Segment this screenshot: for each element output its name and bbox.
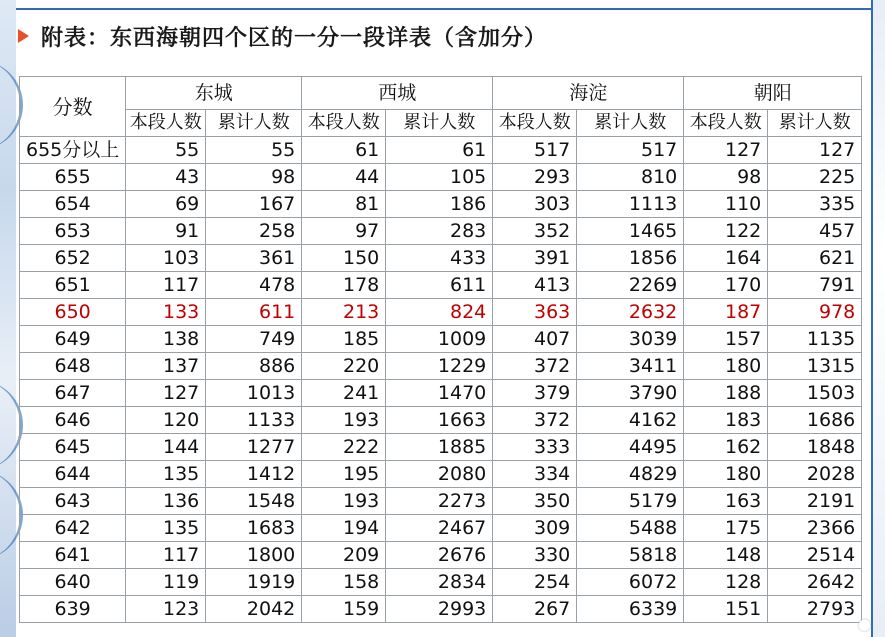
segment-count-cell: 144	[126, 434, 206, 461]
cumulative-count-cell: 1548	[206, 488, 302, 515]
score-cell: 655	[20, 164, 126, 191]
segment-count-cell: 180	[684, 461, 768, 488]
title-row	[18, 18, 547, 54]
segment-count-cell: 178	[302, 272, 386, 299]
cumulative-count-cell: 1470	[386, 380, 493, 407]
cumulative-count-cell: 2793	[768, 596, 862, 623]
segment-count-cell: 163	[684, 488, 768, 515]
segment-count-cell: 135	[126, 461, 206, 488]
score-cell: 646	[20, 407, 126, 434]
score-cell: 648	[20, 353, 126, 380]
cumulative-count-cell: 1315	[768, 353, 862, 380]
segment-count-cell: 170	[684, 272, 768, 299]
sub-header-cumulative: 累计人数	[386, 110, 493, 137]
segment-count-cell: 194	[302, 515, 386, 542]
cumulative-count-cell: 5488	[577, 515, 684, 542]
segment-count-cell: 303	[493, 191, 577, 218]
cumulative-count-cell: 886	[206, 353, 302, 380]
cumulative-count-cell: 4162	[577, 407, 684, 434]
district-header-dongcheng: 东城	[126, 77, 302, 110]
score-column-header: 分数	[20, 77, 126, 137]
segment-count-cell: 333	[493, 434, 577, 461]
table-row	[20, 326, 862, 353]
segment-count-cell: 127	[126, 380, 206, 407]
cumulative-count-cell: 1135	[768, 326, 862, 353]
cumulative-count-cell: 2834	[386, 569, 493, 596]
segment-count-cell: 407	[493, 326, 577, 353]
cumulative-count-cell: 2632	[577, 299, 684, 326]
segment-count-cell: 517	[493, 137, 577, 164]
score-cell: 641	[20, 542, 126, 569]
segment-count-cell: 193	[302, 488, 386, 515]
segment-count-cell: 222	[302, 434, 386, 461]
segment-count-cell: 162	[684, 434, 768, 461]
segment-count-cell: 44	[302, 164, 386, 191]
segment-count-cell: 220	[302, 353, 386, 380]
cumulative-count-cell: 611	[386, 272, 493, 299]
table-row	[20, 137, 862, 164]
segment-count-cell: 185	[302, 326, 386, 353]
sub-header-cumulative: 累计人数	[768, 110, 862, 137]
segment-count-cell: 391	[493, 245, 577, 272]
cumulative-count-cell: 1113	[577, 191, 684, 218]
segment-count-cell: 137	[126, 353, 206, 380]
cumulative-count-cell: 55	[206, 137, 302, 164]
page-title: 附表：东西海朝四个区的一分一段详表（含加分）	[41, 25, 548, 51]
cumulative-count-cell: 335	[768, 191, 862, 218]
segment-count-cell: 151	[684, 596, 768, 623]
segment-count-cell: 180	[684, 353, 768, 380]
district-header-haidian: 海淀	[493, 77, 684, 110]
table-row	[20, 245, 862, 272]
score-table	[19, 76, 862, 623]
table-row	[20, 461, 862, 488]
segment-count-cell: 55	[126, 137, 206, 164]
cumulative-count-cell: 2273	[386, 488, 493, 515]
segment-count-cell: 372	[493, 407, 577, 434]
cumulative-count-cell: 2028	[768, 461, 862, 488]
cumulative-count-cell: 1009	[386, 326, 493, 353]
cumulative-count-cell: 1013	[206, 380, 302, 407]
score-cell: 644	[20, 461, 126, 488]
score-table-wrap	[19, 76, 862, 623]
segment-count-cell: 350	[493, 488, 577, 515]
table-row	[20, 272, 862, 299]
arrow-bullet-icon	[18, 29, 29, 43]
segment-count-cell: 150	[302, 245, 386, 272]
watermark	[858, 613, 871, 635]
segment-count-cell: 120	[126, 407, 206, 434]
cumulative-count-cell: 3790	[577, 380, 684, 407]
segment-count-cell: 158	[302, 569, 386, 596]
district-header-xicheng: 西城	[302, 77, 493, 110]
score-cell: 647	[20, 380, 126, 407]
score-cell: 651	[20, 272, 126, 299]
sub-header-row	[20, 110, 862, 137]
cumulative-count-cell: 98	[206, 164, 302, 191]
cumulative-count-cell: 1465	[577, 218, 684, 245]
cumulative-count-cell: 4495	[577, 434, 684, 461]
cumulative-count-cell: 1663	[386, 407, 493, 434]
segment-count-cell: 81	[302, 191, 386, 218]
score-cell: 650	[20, 299, 126, 326]
segment-count-cell: 334	[493, 461, 577, 488]
cumulative-count-cell: 225	[768, 164, 862, 191]
district-header-row	[20, 77, 862, 110]
score-cell: 643	[20, 488, 126, 515]
segment-count-cell: 195	[302, 461, 386, 488]
cumulative-count-cell: 2514	[768, 542, 862, 569]
cumulative-count-cell: 457	[768, 218, 862, 245]
watermark-logo-icon: ●	[857, 615, 871, 633]
cumulative-count-cell: 2642	[768, 569, 862, 596]
right-border	[871, 0, 885, 637]
sub-header-segment: 本段人数	[126, 110, 206, 137]
segment-count-cell: 188	[684, 380, 768, 407]
cumulative-count-cell: 791	[768, 272, 862, 299]
segment-count-cell: 123	[126, 596, 206, 623]
cumulative-count-cell: 1133	[206, 407, 302, 434]
cumulative-count-cell: 2993	[386, 596, 493, 623]
segment-count-cell: 254	[493, 569, 577, 596]
segment-count-cell: 135	[126, 515, 206, 542]
segment-count-cell: 122	[684, 218, 768, 245]
sub-header-segment: 本段人数	[684, 110, 768, 137]
segment-count-cell: 103	[126, 245, 206, 272]
segment-count-cell: 363	[493, 299, 577, 326]
cumulative-count-cell: 1856	[577, 245, 684, 272]
table-row	[20, 434, 862, 461]
segment-count-cell: 293	[493, 164, 577, 191]
cumulative-count-cell: 283	[386, 218, 493, 245]
segment-count-cell: 213	[302, 299, 386, 326]
segment-count-cell: 267	[493, 596, 577, 623]
left-decoration	[0, 0, 16, 637]
district-header-chaoyang: 朝阳	[684, 77, 862, 110]
cumulative-count-cell: 61	[386, 137, 493, 164]
segment-count-cell: 117	[126, 272, 206, 299]
segment-count-cell: 98	[684, 164, 768, 191]
segment-count-cell: 352	[493, 218, 577, 245]
cumulative-count-cell: 1919	[206, 569, 302, 596]
cumulative-count-cell: 1412	[206, 461, 302, 488]
cumulative-count-cell: 810	[577, 164, 684, 191]
table-row	[20, 164, 862, 191]
cumulative-count-cell: 1848	[768, 434, 862, 461]
cumulative-count-cell: 2366	[768, 515, 862, 542]
cumulative-count-cell: 517	[577, 137, 684, 164]
table-row	[20, 191, 862, 218]
table-row	[20, 488, 862, 515]
cumulative-count-cell: 2676	[386, 542, 493, 569]
segment-count-cell: 97	[302, 218, 386, 245]
cumulative-count-cell: 1885	[386, 434, 493, 461]
cumulative-count-cell: 361	[206, 245, 302, 272]
cumulative-count-cell: 478	[206, 272, 302, 299]
sub-header-cumulative: 累计人数	[577, 110, 684, 137]
cumulative-count-cell: 4829	[577, 461, 684, 488]
cumulative-count-cell: 1683	[206, 515, 302, 542]
segment-count-cell: 128	[684, 569, 768, 596]
score-cell: 649	[20, 326, 126, 353]
table-row	[20, 299, 862, 326]
cumulative-count-cell: 6072	[577, 569, 684, 596]
segment-count-cell: 413	[493, 272, 577, 299]
segment-count-cell: 379	[493, 380, 577, 407]
segment-count-cell: 309	[493, 515, 577, 542]
segment-count-cell: 241	[302, 380, 386, 407]
cumulative-count-cell: 749	[206, 326, 302, 353]
score-cell: 655分以上	[20, 137, 126, 164]
table-row	[20, 569, 862, 596]
cumulative-count-cell: 3411	[577, 353, 684, 380]
cumulative-count-cell: 6339	[577, 596, 684, 623]
cumulative-count-cell: 5818	[577, 542, 684, 569]
cumulative-count-cell: 105	[386, 164, 493, 191]
table-row	[20, 218, 862, 245]
sub-header-segment: 本段人数	[493, 110, 577, 137]
cumulative-count-cell: 167	[206, 191, 302, 218]
segment-count-cell: 157	[684, 326, 768, 353]
segment-count-cell: 119	[126, 569, 206, 596]
cumulative-count-cell: 1503	[768, 380, 862, 407]
segment-count-cell: 183	[684, 407, 768, 434]
score-cell: 645	[20, 434, 126, 461]
segment-count-cell: 138	[126, 326, 206, 353]
cumulative-count-cell: 978	[768, 299, 862, 326]
segment-count-cell: 187	[684, 299, 768, 326]
cumulative-count-cell: 824	[386, 299, 493, 326]
cumulative-count-cell: 1686	[768, 407, 862, 434]
cumulative-count-cell: 2269	[577, 272, 684, 299]
score-cell: 642	[20, 515, 126, 542]
segment-count-cell: 117	[126, 542, 206, 569]
sub-header-segment: 本段人数	[302, 110, 386, 137]
segment-count-cell: 136	[126, 488, 206, 515]
cumulative-count-cell: 1229	[386, 353, 493, 380]
cumulative-count-cell: 433	[386, 245, 493, 272]
table-row	[20, 407, 862, 434]
segment-count-cell: 69	[126, 191, 206, 218]
segment-count-cell: 133	[126, 299, 206, 326]
cumulative-count-cell: 2467	[386, 515, 493, 542]
cumulative-count-cell: 186	[386, 191, 493, 218]
table-row	[20, 542, 862, 569]
sub-header-cumulative: 累计人数	[206, 110, 302, 137]
score-cell: 654	[20, 191, 126, 218]
cumulative-count-cell: 5179	[577, 488, 684, 515]
cumulative-count-cell: 258	[206, 218, 302, 245]
table-body	[20, 137, 862, 623]
segment-count-cell: 209	[302, 542, 386, 569]
cumulative-count-cell: 2191	[768, 488, 862, 515]
segment-count-cell: 127	[684, 137, 768, 164]
segment-count-cell: 43	[126, 164, 206, 191]
score-cell: 639	[20, 596, 126, 623]
cumulative-count-cell: 621	[768, 245, 862, 272]
segment-count-cell: 330	[493, 542, 577, 569]
segment-count-cell: 372	[493, 353, 577, 380]
segment-count-cell: 61	[302, 137, 386, 164]
segment-count-cell: 175	[684, 515, 768, 542]
cumulative-count-cell: 1800	[206, 542, 302, 569]
cumulative-count-cell: 3039	[577, 326, 684, 353]
cumulative-count-cell: 611	[206, 299, 302, 326]
table-row	[20, 596, 862, 623]
segment-count-cell: 193	[302, 407, 386, 434]
segment-count-cell: 159	[302, 596, 386, 623]
table-row	[20, 353, 862, 380]
top-border-line	[16, 8, 873, 10]
score-cell: 640	[20, 569, 126, 596]
score-cell: 653	[20, 218, 126, 245]
table-row	[20, 515, 862, 542]
cumulative-count-cell: 2042	[206, 596, 302, 623]
segment-count-cell: 148	[684, 542, 768, 569]
segment-count-cell: 164	[684, 245, 768, 272]
score-cell: 652	[20, 245, 126, 272]
cumulative-count-cell: 2080	[386, 461, 493, 488]
cumulative-count-cell: 127	[768, 137, 862, 164]
cumulative-count-cell: 1277	[206, 434, 302, 461]
segment-count-cell: 110	[684, 191, 768, 218]
table-row	[20, 380, 862, 407]
segment-count-cell: 91	[126, 218, 206, 245]
